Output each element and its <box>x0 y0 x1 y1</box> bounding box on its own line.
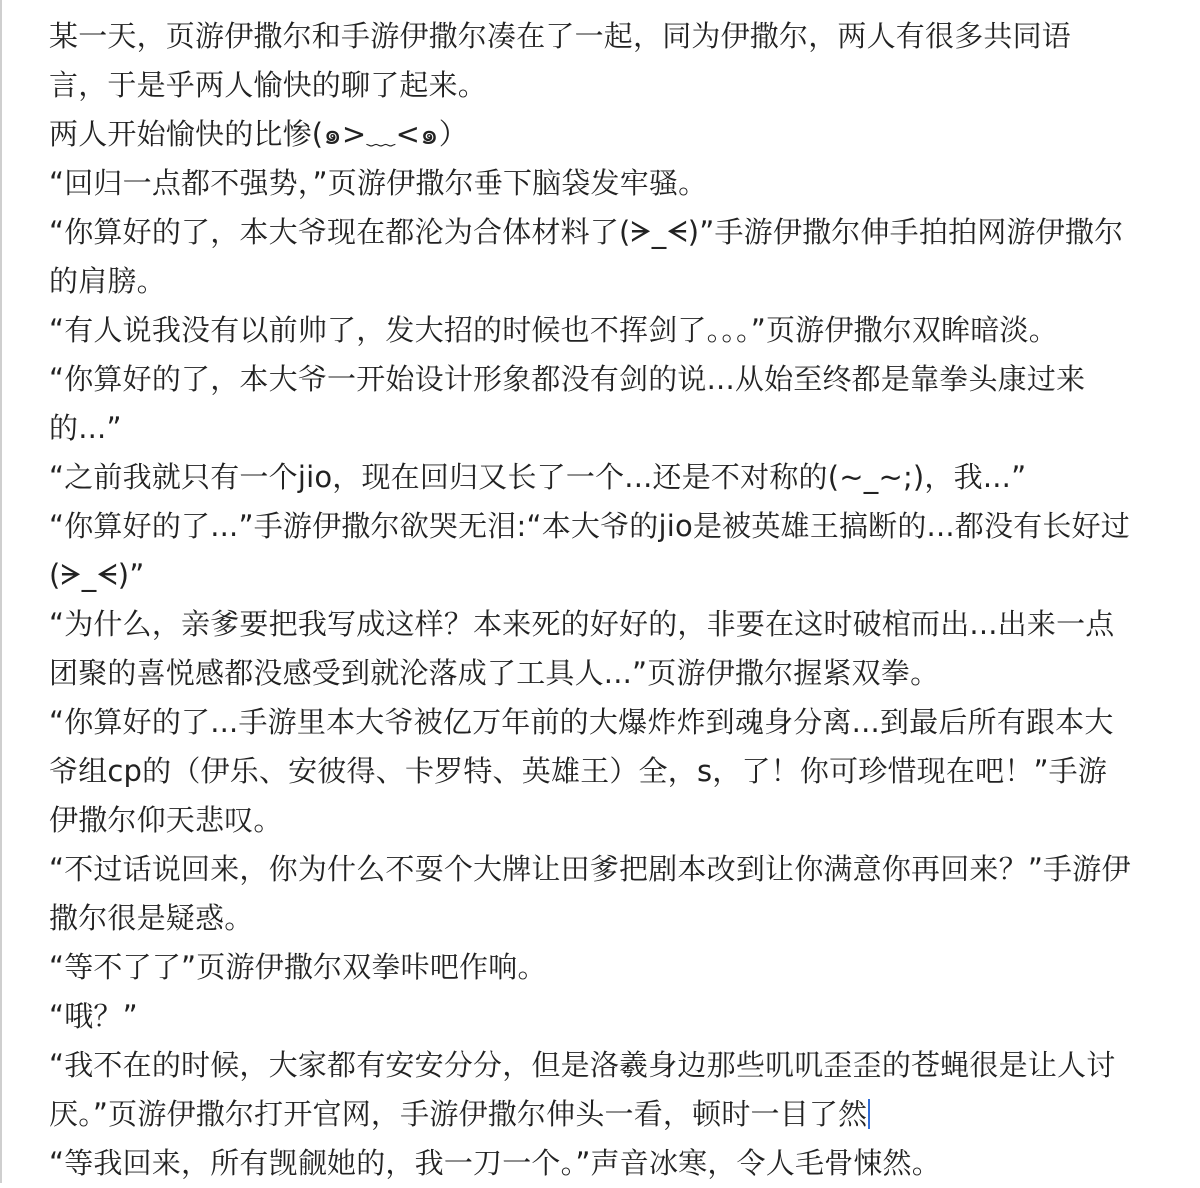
text-line: 伊撒尔仰天悲叹。 <box>49 803 283 837</box>
text-line: “回归一点都不强势，”页游伊撒尔垂下脑袋发牢骚。 <box>49 166 708 200</box>
text-line: “你算好的了，本大爷一开始设计形象都没有剑的说...从始至终都是靠拳头康过来 <box>49 362 1086 396</box>
text-line: 言，于是乎两人愉快的聊了起来。 <box>49 68 488 102</box>
text-line: 爷组cp的（伊乐、安彼得、卡罗特、英雄王）全，s，了！你可珍惜现在吧！”手游 <box>49 754 1108 788</box>
text-line: “你算好的了，本大爷现在都沦为合体材料了(ᗒ_ᗕ)”手游伊撒尔伸手拍拍网游伊撒尔 <box>49 215 1124 249</box>
text-line: “为什么，亲爹要把我写成这样？本来死的好好的，非要在这时破棺而出...出来一点 <box>49 607 1115 641</box>
text-editor[interactable] <box>49 12 1179 1188</box>
text-line: “等不了了”页游伊撒尔双拳咔吧作响。 <box>49 950 547 984</box>
text-line-with-caret <box>49 1090 1179 1139</box>
left-border <box>0 0 2 1183</box>
text-line: 厌。”页游伊撒尔打开官网，手游伊撒尔伸头一看，顿时一目了然 <box>49 1097 868 1131</box>
text-line: “等我回来，所有觊觎她的，我一刀一个。”声音冰寒，令人毛骨悚然。 <box>49 1146 941 1180</box>
text-line: “不过话说回来，你为什么不耍个大牌让田爹把剧本改到让你满意你再回来？”手游伊 <box>49 852 1131 886</box>
text-line: 撒尔很是疑惑。 <box>49 901 254 935</box>
text-line: (ᗒ_ᗕ)” <box>49 558 145 592</box>
text-line: 两人开始愉快的比惨(๑>﹏<๑） <box>49 117 468 151</box>
text-line: 的肩膀。 <box>49 264 166 298</box>
text-caret <box>868 1099 870 1129</box>
text-line: “你算好的了...手游里本大爷被亿万年前的大爆炸炸到魂身分离...到最后所有跟本大 <box>49 705 1114 739</box>
text-line: “哦？” <box>49 999 138 1033</box>
text-line: 某一天，页游伊撒尔和手游伊撒尔凑在了一起，同为伊撒尔，两人有很多共同语 <box>49 19 1072 53</box>
text-line: “我不在的时候，大家都有安安分分，但是洛羲身边那些叽叽歪歪的苍蝇很是让人讨 <box>49 1048 1116 1082</box>
text-line: 团聚的喜悦感都没感受到就沦落成了工具人...”页游伊撒尔握紧双拳。 <box>49 656 940 690</box>
text-line: “你算好的了...”手游伊撒尔欲哭无泪:“本大爷的jio是被英雄王搞断的...都没有长好过 <box>49 509 1131 543</box>
text-line: “有人说我没有以前帅了，发大招的时候也不挥剑了。。。”页游伊撒尔双眸暗淡。 <box>49 313 1058 347</box>
text-line: “之前我就只有一个jio，现在回归又长了一个...还是不对称的(~_~;)，我...” <box>49 460 1027 494</box>
text-line: 的...” <box>49 411 122 445</box>
